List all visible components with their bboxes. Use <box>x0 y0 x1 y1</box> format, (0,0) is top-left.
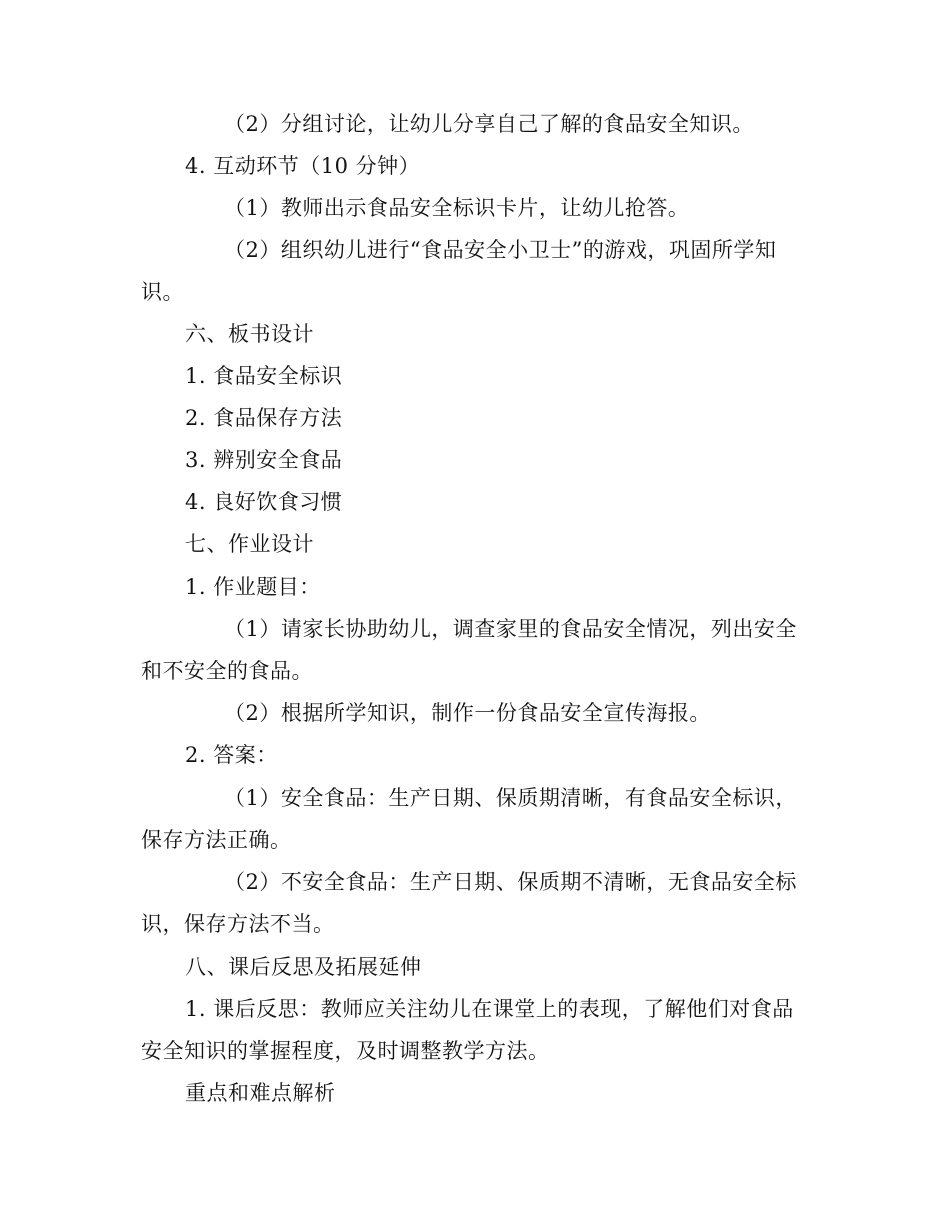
section-heading: 重点和难点解析 <box>185 1081 336 1105</box>
paragraph-line: （1）教师出示食品安全标识卡片，让幼儿抢答。 <box>224 196 690 220</box>
paragraph-line: 安全知识的掌握程度，及时调整教学方法。 <box>141 1039 550 1063</box>
list-item: 1. 食品安全标识 <box>185 364 343 388</box>
paragraph-line: （1）请家长协助幼儿，调查家里的食品安全情况，列出安全 <box>224 617 797 641</box>
paragraph-line: 识。 <box>141 280 184 304</box>
paragraph-line: （1）安全食品：生产日期、保质期清晰，有食品安全标识， <box>224 786 797 810</box>
section-heading: 六、板书设计 <box>185 322 314 346</box>
section-item: 4. 互动环节（10 分钟） <box>185 154 421 178</box>
paragraph-line: （2）根据所学知识，制作一份食品安全宣传海报。 <box>224 701 711 725</box>
section-heading: 七、作业设计 <box>185 532 314 556</box>
paragraph-line: 1. 课后反思：教师应关注幼儿在课堂上的表现，了解他们对食品 <box>185 997 794 1021</box>
list-item: 3. 辨别安全食品 <box>185 448 343 472</box>
paragraph-line: 保存方法正确。 <box>141 828 292 852</box>
paragraph-line: （2）不安全食品：生产日期、保质期不清晰，无食品安全标 <box>224 870 797 894</box>
paragraph-line: （2）组织幼儿进行“食品安全小卫士”的游戏，巩固所学知 <box>224 238 777 262</box>
paragraph-line: （2）分组讨论，让幼儿分享自己了解的食品安全知识。 <box>224 112 754 136</box>
section-heading: 八、课后反思及拓展延伸 <box>185 955 422 979</box>
list-item: 4. 良好饮食习惯 <box>185 490 343 514</box>
paragraph-line: 和不安全的食品。 <box>141 659 313 683</box>
list-item: 1. 作业题目： <box>185 575 321 599</box>
list-item: 2. 答案： <box>185 743 278 767</box>
list-item: 2. 食品保存方法 <box>185 406 343 430</box>
paragraph-line: 识，保存方法不当。 <box>141 912 335 936</box>
